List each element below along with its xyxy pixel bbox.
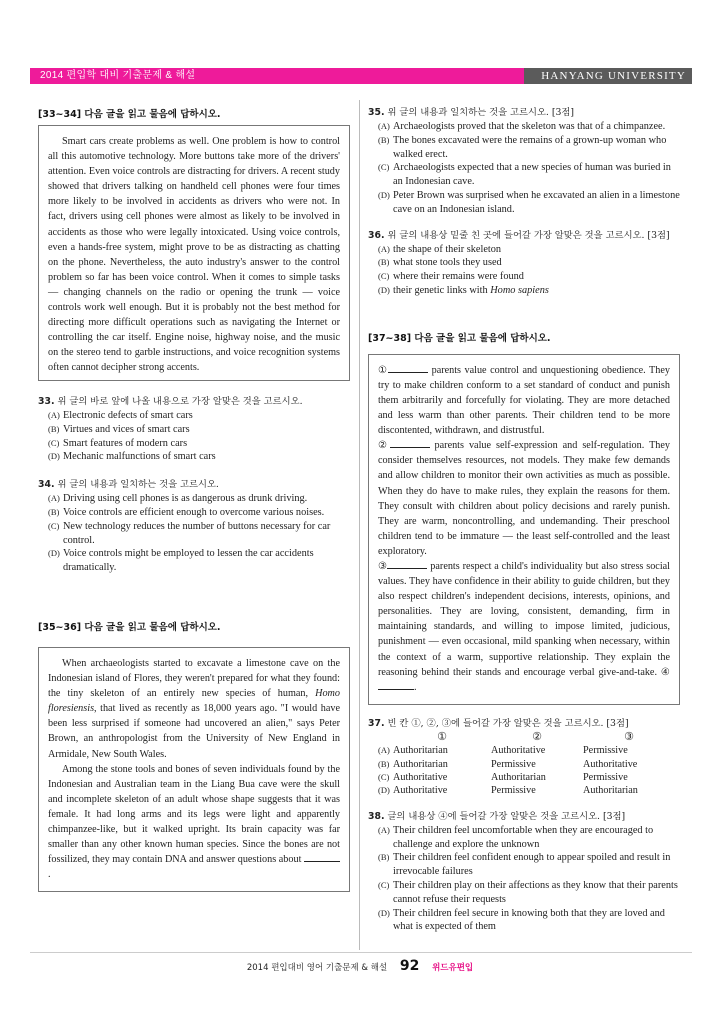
option-text: Archaeologists proved that the skeleton was that of a chimpanzee. bbox=[393, 121, 666, 132]
answer-table-row bbox=[378, 784, 680, 797]
option-list bbox=[378, 824, 680, 934]
passage-text: parents value self-expression and self-regulation. They consider themselves resources, not models. They make few demands and allow children to monitor their own activities as much as possible. When they do have to make rules, they explain the reasons for them. They consult with children about policy decisions and rarely punish. They are warm, noncontrolling, and undemanding. Their preschool children tend to be immature — the least self-controlled and the least exploratory. bbox=[378, 440, 671, 557]
question-stem bbox=[368, 229, 680, 243]
option-text: Electronic defects of smart cars bbox=[63, 410, 193, 421]
option-label: (A) bbox=[378, 243, 390, 254]
question-33 bbox=[38, 395, 350, 464]
column-marker-1: ① bbox=[437, 730, 447, 743]
parenting-paragraph-2 bbox=[378, 438, 670, 559]
option-list bbox=[48, 409, 350, 464]
option-text: what stone tools they used bbox=[393, 257, 502, 269]
answer-table-rows bbox=[378, 744, 680, 798]
answer-option bbox=[378, 284, 680, 298]
question-34 bbox=[38, 478, 350, 575]
answer-option bbox=[378, 120, 680, 134]
option-text: Their children feel uncomfortable when they are encouraged to challenge and explore the unknown bbox=[393, 824, 654, 850]
option-label: (A) bbox=[48, 493, 60, 504]
answer-option bbox=[48, 506, 350, 520]
question-text: 위 글의 내용과 일치하는 것을 고르시오. bbox=[57, 479, 219, 491]
answer-cell-1: Authoritarian bbox=[393, 745, 448, 757]
option-label: (D) bbox=[378, 785, 390, 796]
left-column bbox=[38, 106, 350, 892]
question-text: 글의 내용상 ④에 들어갈 가장 알맞은 것을 고르시오. [3점] bbox=[387, 810, 626, 822]
question-text: 위 글의 바로 앞에 나올 내용으로 가장 알맞은 것을 고르시오. bbox=[57, 396, 303, 407]
section-heading-33-34: [33~34] 다음 글을 읽고 물음에 답하시오. bbox=[38, 109, 221, 120]
option-list bbox=[378, 243, 680, 298]
option-list bbox=[378, 120, 680, 217]
answer-option bbox=[48, 409, 350, 423]
answer-cell-3: Authoritative bbox=[583, 758, 638, 770]
option-label: (B) bbox=[48, 506, 60, 517]
answer-cell-1: Authoritarian bbox=[393, 758, 448, 770]
question-number: 35. bbox=[368, 107, 385, 118]
option-label: (A) bbox=[378, 745, 390, 756]
answer-option bbox=[48, 450, 350, 464]
option-label: (A) bbox=[378, 121, 390, 131]
answer-option bbox=[48, 547, 350, 575]
answer-table-row bbox=[378, 758, 680, 771]
option-text: Voice controls are efficient enough to overcome various noises. bbox=[63, 506, 325, 518]
header-university: HANYANG UNIVERSITY bbox=[524, 68, 692, 84]
passage-parenting bbox=[368, 354, 680, 705]
question-38 bbox=[368, 810, 680, 934]
passage-text: parents respect a child's individuality but also stress social values. They have confidence in their ability to guide children, but they also respect children's independent decisions, interests, opinions, and personalities. They are loving, consistent, demanding, firm in maintaining standards, and willing to impose limited, judicious, punishment — even occasional, mild spanking when necessary, within the context of a warm, supportive relationship. They explain the reasoning behind their stands and encourage verbal give-and-take. bbox=[378, 560, 670, 678]
option-label: (B) bbox=[378, 852, 390, 863]
blank-marker: ④ bbox=[660, 666, 670, 678]
question-36 bbox=[368, 229, 680, 298]
option-label: (C) bbox=[48, 437, 60, 448]
answer-cell-2: Permissive bbox=[491, 785, 536, 797]
section-heading-37-38: [37~38] 다음 글을 읽고 물음에 답하시오. bbox=[368, 332, 551, 344]
question-37 bbox=[368, 717, 680, 798]
answer-blank bbox=[378, 680, 414, 690]
passage-paragraph-2 bbox=[48, 762, 340, 883]
question-text: 빈 칸 ①, ②, ③에 들어갈 가장 알맞은 것을 고르시오. [3점] bbox=[387, 717, 629, 729]
question-number: 36. bbox=[368, 229, 385, 241]
question-stem bbox=[38, 395, 350, 409]
option-label: (D) bbox=[48, 548, 60, 559]
answer-option bbox=[48, 492, 350, 506]
option-label: (C) bbox=[378, 271, 390, 282]
parenting-paragraph-3 bbox=[378, 559, 670, 695]
right-column bbox=[368, 106, 680, 934]
passage-text: When archaeologists started to excavate a limestone cave on the Indonesian island of Flores, they weren't prepared for what they found: the tiny skeleton of an entirely new species of human, bbox=[48, 657, 340, 700]
option-text: Peter Brown was surprised when he excavated an alien in a limestone cave on an Indonesian island. bbox=[393, 189, 680, 215]
question-number: 34. bbox=[38, 479, 55, 491]
answer-option bbox=[378, 134, 680, 162]
column-marker-2: ② bbox=[532, 730, 542, 743]
header-book-title: 2014 편입학 대비 기출문제 & 해설 bbox=[30, 68, 524, 84]
parenting-paragraph-1 bbox=[378, 363, 670, 438]
option-text: the shape of their skeleton bbox=[393, 243, 502, 255]
option-label: (B) bbox=[378, 758, 390, 769]
blank-marker: ② bbox=[378, 440, 390, 452]
footer-book-title: 2014 편입대비 영어 기출문제 & 해설 bbox=[246, 963, 388, 973]
answer-option bbox=[378, 189, 680, 217]
column-divider bbox=[359, 100, 360, 950]
option-text: Their children feel secure in knowing both that they are loved and what is expected of them bbox=[393, 907, 665, 933]
option-text: their genetic links with bbox=[393, 284, 491, 296]
answer-blank bbox=[304, 852, 340, 862]
option-text: Virtues and vices of smart cars bbox=[63, 423, 190, 435]
answer-option bbox=[48, 437, 350, 451]
option-label: (C) bbox=[378, 162, 390, 173]
passage-text: , that lived as recently as 18,000 years ago. "I would have been less surprised if someone had uncovered an alien," says Peter Brown, an anthropologist from the University of New England in Armidale, New South Wales. bbox=[48, 703, 340, 760]
option-label: (D) bbox=[378, 189, 390, 200]
option-text: Archaeologists expected that a new species of human was buried in an Indonesian cave. bbox=[393, 162, 671, 188]
option-italic-text: Homo sapiens bbox=[490, 284, 549, 296]
question-number: 33. bbox=[38, 396, 55, 407]
passage-text: Smart cars create problems as well. One problem is how to control all this automotive technology. More buttons take more of the drivers' attention. Even voice controls are distracting for drivers. A recent study showed that drivers talking on handheld cell phones were four times more likely to be involved in accidents as drivers who were not. In fact, drivers using cell phones were almost as likely to be involved in accidents as those who were legally intoxicated. Using voice controls, even a hands-free system, might prove to be as distracting as chatting on the phone. Nevertheless, the auto industry's answer to the control problem so far has been voice control. When it comes to simple tasks — changing channels on the radio or opening the trunk — voice controls work well enough. But it is probably not the best method for directing more difficult operations such as navigating the Internet or controlling the car itself. Engine noise, highway noise, and the music on the stereo tend to garble instructions, and voice recognition systems often cannot decipher strong accents. bbox=[48, 136, 340, 374]
question-stem bbox=[368, 106, 680, 120]
option-list bbox=[48, 492, 350, 575]
answer-cell-1: Authoritative bbox=[393, 772, 448, 784]
question-number: 38. bbox=[368, 810, 385, 822]
page-footer bbox=[0, 958, 720, 974]
page-number: 92 bbox=[399, 958, 420, 974]
section-heading-35-36: [35~36] 다음 글을 읽고 물음에 답하시오. bbox=[38, 621, 221, 633]
answer-cell-1: Authoritative bbox=[393, 785, 448, 797]
answer-option bbox=[378, 824, 680, 852]
answer-table-header bbox=[378, 731, 680, 744]
answer-option bbox=[378, 851, 680, 879]
footer-rule bbox=[30, 952, 692, 953]
answer-cell-2: Authoritarian bbox=[491, 772, 546, 784]
option-label: (B) bbox=[378, 134, 390, 145]
answer-option bbox=[378, 243, 680, 257]
answer-option bbox=[378, 907, 680, 935]
answer-cell-3: Authoritarian bbox=[583, 785, 638, 797]
answer-blank bbox=[390, 438, 430, 448]
answer-table-row bbox=[378, 771, 680, 784]
answer-option bbox=[48, 423, 350, 437]
question-stem bbox=[368, 810, 680, 824]
question-stem bbox=[368, 717, 680, 731]
answer-option bbox=[48, 520, 350, 548]
option-text: The bones excavated were the remains of a grown-up woman who walked erect. bbox=[393, 134, 667, 160]
passage-archaeology bbox=[38, 647, 350, 892]
publisher-brand: 위드유편입 bbox=[432, 963, 474, 973]
option-label: (C) bbox=[378, 772, 390, 783]
option-text: New technology reduces the number of buttons necessary for car control. bbox=[63, 520, 331, 546]
blank-marker: ① bbox=[378, 364, 389, 376]
option-label: (C) bbox=[48, 520, 60, 531]
blank-marker: ③ bbox=[378, 560, 388, 572]
passage-smart-cars bbox=[38, 125, 350, 381]
answer-option bbox=[378, 256, 680, 270]
option-text: Mechanic malfunctions of smart cars bbox=[63, 451, 216, 463]
answer-table bbox=[378, 731, 680, 798]
option-label: (A) bbox=[378, 824, 390, 835]
option-label: (D) bbox=[378, 907, 390, 918]
answer-option bbox=[378, 161, 680, 189]
option-label: (D) bbox=[378, 284, 390, 295]
option-text: Driving using cell phones is as dangerous as drunk driving. bbox=[63, 493, 308, 505]
answer-cell-2: Permissive bbox=[491, 758, 536, 770]
question-text: 위 글의 내용과 일치하는 것을 고르시오. [3점] bbox=[387, 107, 574, 118]
passage-text: . bbox=[48, 869, 51, 881]
option-label: (B) bbox=[378, 257, 390, 268]
option-label: (D) bbox=[48, 451, 60, 462]
question-number: 37. bbox=[368, 717, 385, 729]
option-label: (B) bbox=[48, 423, 60, 434]
column-marker-3: ③ bbox=[624, 730, 634, 743]
answer-option bbox=[378, 270, 680, 284]
passage-text: Among the stone tools and bones of seven individuals found by the Indonesian and Australian team in the Liang Bua cave were the skull and incomplete skeleton of an adult whose shape suggests that it was female. It had long arms and its legs were light and apparently chimpanzee-like, but it walked upright. Its brain capacity was far smaller than any other known human species. Since the bones are not fossilized, they may contain DNA and answer questions about bbox=[48, 763, 340, 866]
option-text: where their remains were found bbox=[393, 271, 524, 283]
answer-blank bbox=[387, 559, 427, 569]
answer-cell-3: Permissive bbox=[583, 745, 628, 757]
page-header bbox=[30, 68, 692, 84]
answer-cell-3: Permissive bbox=[583, 772, 628, 784]
answer-table-row bbox=[378, 744, 680, 757]
question-stem bbox=[38, 478, 350, 492]
passage-paragraph-1 bbox=[48, 656, 340, 762]
answer-blank bbox=[388, 363, 428, 373]
option-text: Their children feel confident enough to appear spoiled and result in irrevocable failures bbox=[393, 852, 671, 878]
passage-text: parents value control and unquestioning obedience. They try to make children conform to a set standard of conduct and punish them arbitrarily and forcefully for violating. They are more detached and less warm than other parents. Their children tend to be more discontented, withdrawn, and distrustful. bbox=[378, 364, 670, 437]
option-text: Their children play on their affections as they know that their parents cannot refuse their requests bbox=[393, 880, 678, 905]
question-text: 위 글의 내용상 밑줄 친 곳에 들어갈 가장 알맞은 것을 고르시오. [3점] bbox=[387, 229, 670, 241]
option-text: Voice controls might be employed to lessen the car accidents dramatically. bbox=[63, 548, 314, 574]
option-label: (C) bbox=[378, 880, 390, 891]
answer-option bbox=[378, 879, 680, 907]
option-label: (A) bbox=[48, 410, 60, 420]
option-text: Smart features of modern cars bbox=[63, 437, 188, 449]
species-name: Homo floresiensis bbox=[48, 688, 340, 715]
answer-cell-2: Authoritative bbox=[491, 745, 546, 757]
question-35 bbox=[368, 106, 680, 217]
passage-text: . bbox=[414, 681, 417, 693]
